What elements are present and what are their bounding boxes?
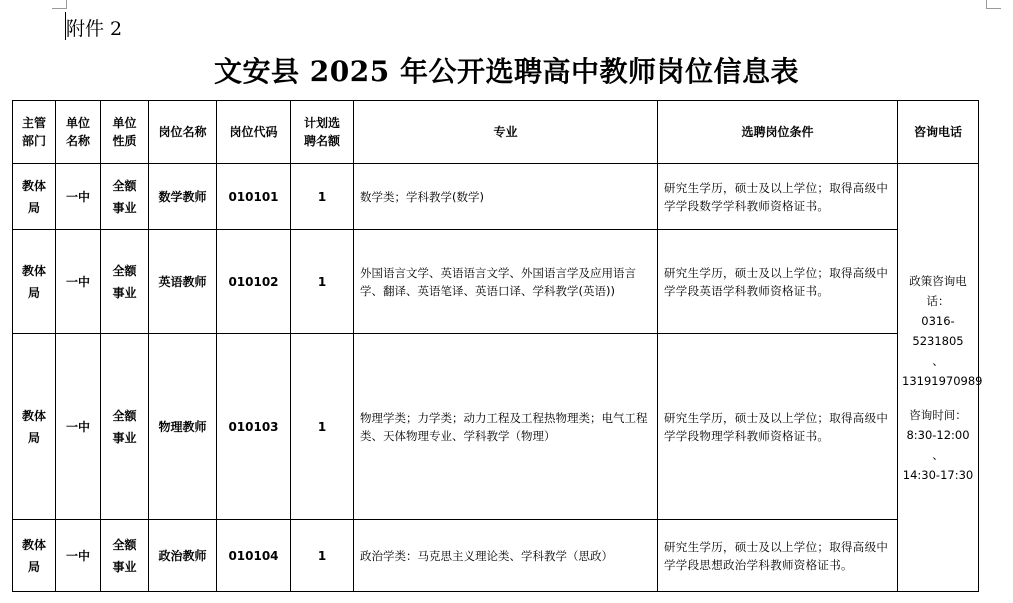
table-row xyxy=(13,230,979,334)
header-row xyxy=(13,101,979,164)
contact-hours-label: 咨询时间： xyxy=(909,407,967,422)
cell-post-code: 010104 xyxy=(217,520,291,592)
page-corner-mark-right xyxy=(986,0,1001,9)
header-quota: 计划选 聘名额 xyxy=(291,101,354,164)
contact-policy-label: 政策咨询电话： xyxy=(909,273,967,308)
cell-post-name: 英语教师 xyxy=(149,230,217,334)
contact-phone-2: 13191970989 xyxy=(902,373,983,388)
cell-post-name: 政治教师 xyxy=(149,520,217,592)
cell-unit: 一中 xyxy=(56,520,101,592)
contact-hours-am: 8:30-12:00 xyxy=(906,427,970,442)
header-major: 专业 xyxy=(354,101,658,164)
table-row xyxy=(13,334,979,520)
header-conditions: 选聘岗位条件 xyxy=(658,101,898,164)
table-row xyxy=(13,164,979,230)
cell-post-name: 数学教师 xyxy=(149,164,217,230)
cell-conditions: 研究生学历，硕士及以上学位；取得高级中学学段物理学科教师资格证书。 xyxy=(658,334,898,520)
contact-hours-pm: 14:30-17:30 xyxy=(902,467,974,482)
cell-major: 政治学类：马克思主义理论类、学科教学（思政） xyxy=(354,520,658,592)
cell-conditions: 研究生学历，硕士及以上学位；取得高级中学学段英语学科教师资格证书。 xyxy=(658,230,898,334)
cell-post-code: 010101 xyxy=(217,164,291,230)
cell-dept: 教体 局 xyxy=(13,520,56,592)
page-corner-mark-left xyxy=(52,0,67,9)
cell-post-name: 物理教师 xyxy=(149,334,217,520)
header-nature: 单位 性质 xyxy=(101,101,149,164)
cell-major: 物理学类；力学类；动力工程及工程热物理类；电气工程类、天体物理专业、学科教学（物理） xyxy=(354,334,658,520)
header-dept: 主管 部门 xyxy=(13,101,56,164)
cell-unit: 一中 xyxy=(56,334,101,520)
contact-phone-1: 0316-5231805 xyxy=(912,313,964,348)
cell-nature: 全额 事业 xyxy=(101,334,149,520)
attachment-label: 附件 2 xyxy=(66,18,123,40)
header-post-name: 岗位名称 xyxy=(149,101,217,164)
cell-dept: 教体 局 xyxy=(13,230,56,334)
header-phone: 咨询电话 xyxy=(898,101,979,164)
header-post-code: 岗位代码 xyxy=(217,101,291,164)
cell-quota: 1 xyxy=(291,334,354,520)
cell-quota: 1 xyxy=(291,230,354,334)
cell-quota: 1 xyxy=(291,520,354,592)
positions-table xyxy=(12,100,983,592)
cell-unit: 一中 xyxy=(56,230,101,334)
header-unit: 单位 名称 xyxy=(56,101,101,164)
cell-unit: 一中 xyxy=(56,164,101,230)
contact-hours-separator: 、 xyxy=(932,447,944,462)
cell-nature: 全额 事业 xyxy=(101,164,149,230)
cell-dept: 教体 局 xyxy=(13,334,56,520)
cell-conditions: 研究生学历，硕士及以上学位；取得高级中学学段数学学科教师资格证书。 xyxy=(658,164,898,230)
cell-conditions: 研究生学历，硕士及以上学位；取得高级中学学段思想政治学科教师资格证书。 xyxy=(658,520,898,592)
cell-dept: 教体 局 xyxy=(13,164,56,230)
cell-post-code: 010102 xyxy=(217,230,291,334)
document-title: 文安县 2025 年公开选聘高中教师岗位信息表 xyxy=(214,55,799,88)
cell-post-code: 010103 xyxy=(217,334,291,520)
contact-separator: 、 xyxy=(932,353,944,368)
cell-contact xyxy=(898,164,983,592)
cell-major: 数学类；学科教学(数学) xyxy=(354,164,658,230)
cell-nature: 全额 事业 xyxy=(101,230,149,334)
cell-major: 外国语言文学、英语语言文学、外国语言学及应用语言学、翻译、英语笔译、英语口译、学科教学(英语)) xyxy=(354,230,658,334)
cell-quota: 1 xyxy=(291,164,354,230)
table-row xyxy=(13,520,979,592)
cell-nature: 全额 事业 xyxy=(101,520,149,592)
